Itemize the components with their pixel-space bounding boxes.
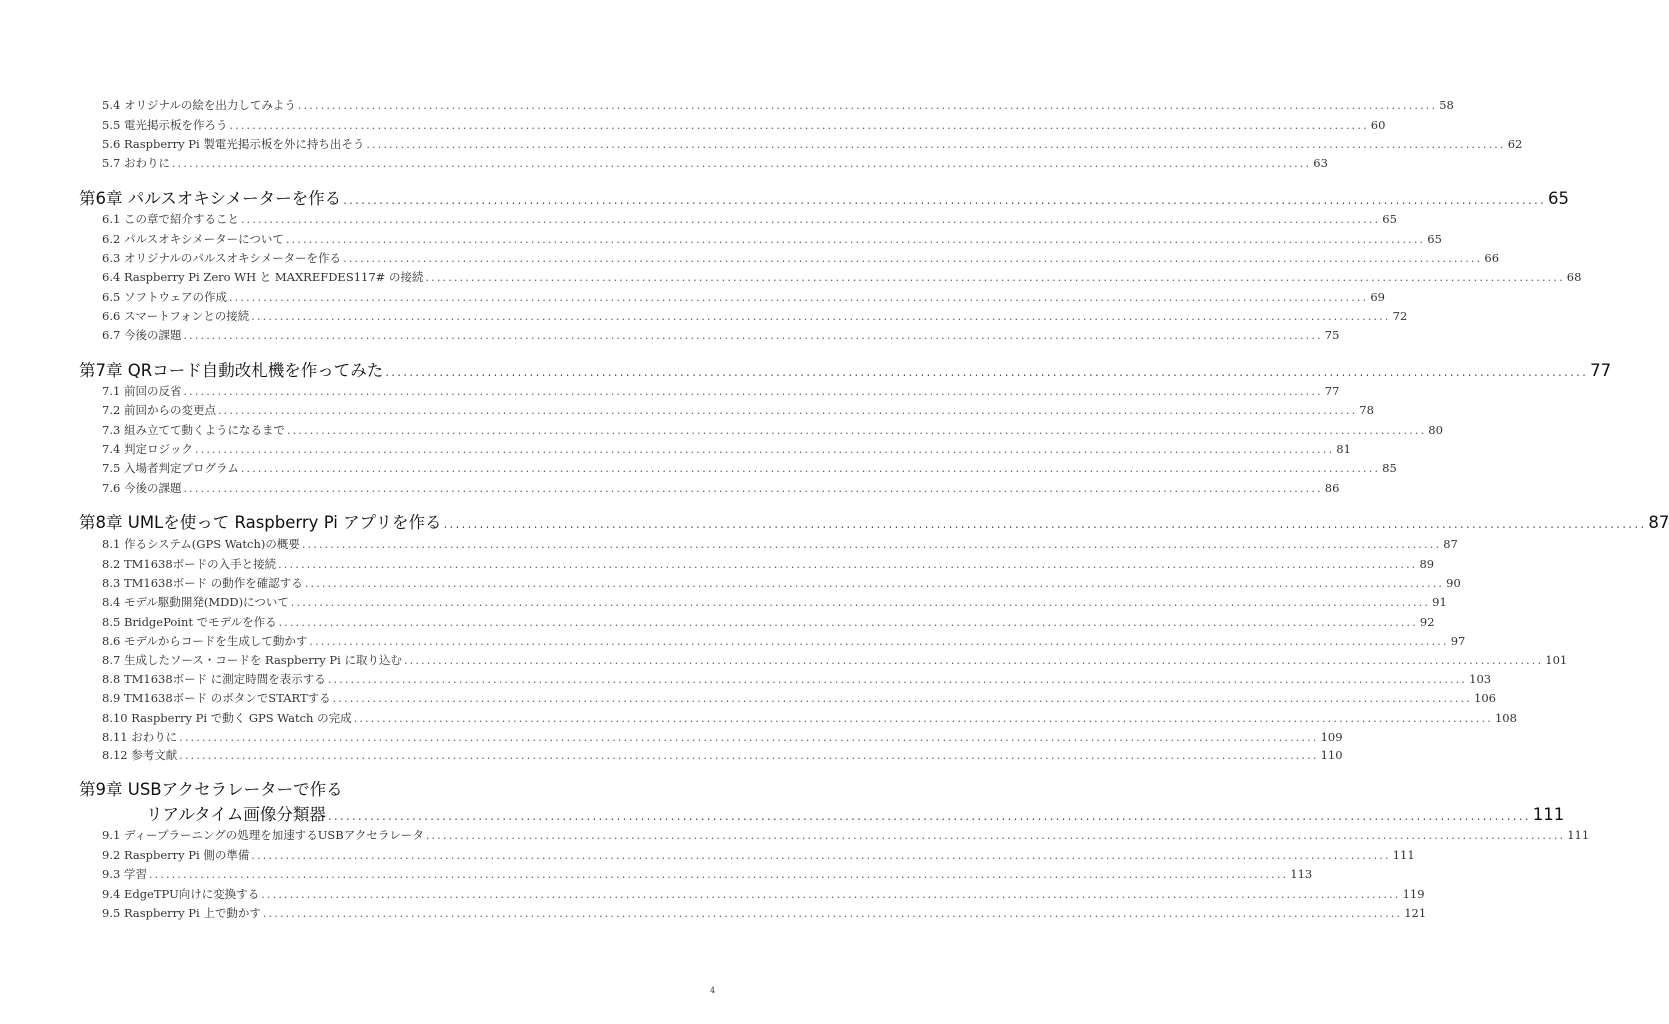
entry-page-number: 108 xyxy=(1494,711,1517,725)
leader-dots: ........................................................................................................................................................................................................ xyxy=(332,692,1472,705)
toc-section-entry[interactable] xyxy=(102,593,1447,611)
toc-section-entry[interactable] xyxy=(102,865,1313,883)
entry-page-number: 103 xyxy=(1469,672,1492,686)
leader-dots: ........................................................................................................................................................................................................ xyxy=(297,99,1438,112)
toc-section-entry[interactable] xyxy=(102,116,1386,134)
entry-title: 第9章 USBアクセラレーターで作る xyxy=(79,780,343,799)
entry-page-number: 101 xyxy=(1545,653,1568,667)
toc-section-entry[interactable] xyxy=(102,632,1466,650)
toc-chapter-entry[interactable] xyxy=(79,187,1569,211)
entry-title: 6.7 今後の課題 xyxy=(102,328,182,342)
entry-page-number: 58 xyxy=(1439,98,1454,112)
toc-section-entry[interactable] xyxy=(102,613,1435,631)
toc-chapter-entry[interactable] xyxy=(79,778,604,802)
leader-dots: ........................................................................................................................................................................................................ xyxy=(425,829,1566,842)
entry-title: 6.5 ソフトウェアの作成 xyxy=(102,290,227,304)
entry-page-number: 72 xyxy=(1392,309,1408,323)
entry-title: 第6章 パルスオキシメーターを作る xyxy=(79,189,342,208)
page-number: 4 xyxy=(710,986,716,995)
toc-section-entry[interactable] xyxy=(102,479,1340,497)
entry-page-number: 65 xyxy=(1382,212,1397,226)
entry-page-number: 87 xyxy=(1648,513,1669,532)
entry-page-number: 60 xyxy=(1370,118,1386,132)
leader-dots: ........................................................................................................................................................................................................ xyxy=(343,252,1483,265)
leader-dots: ........................................................................................................................................................................................................ xyxy=(385,365,1589,379)
entry-title: 第8章 UMLを使って Raspberry Pi アプリを作る xyxy=(79,513,442,532)
toc-section-entry[interactable] xyxy=(102,421,1443,439)
entry-page-number: 119 xyxy=(1402,887,1425,901)
entry-title: 8.9 TM1638ボード のボタンでSTARTする xyxy=(102,691,331,705)
toc-section-entry[interactable] xyxy=(102,689,1496,707)
entry-title: 6.6 スマートフォンとの接続 xyxy=(102,309,250,323)
entry-title: 8.4 モデル駆動開発(MDD)について xyxy=(102,595,289,609)
leader-dots: ........................................................................................................................................................................................................ xyxy=(179,749,1319,762)
leader-dots: ........................................................................................................................................................................................................ xyxy=(366,138,1506,151)
entry-title: 9.4 EdgeTPU向けに変換する xyxy=(102,887,260,901)
entry-title: 8.11 おわりに xyxy=(102,730,178,744)
entry-page-number: 113 xyxy=(1290,867,1313,881)
toc-section-entry[interactable] xyxy=(102,826,1590,844)
entry-page-number: 69 xyxy=(1370,290,1385,304)
entry-title: 9.1 ディープラーニングの処理を加速するUSBアクセラレータ xyxy=(102,828,424,842)
toc-section-entry[interactable] xyxy=(102,459,1397,477)
entry-page-number: 77 xyxy=(1324,384,1340,398)
leader-dots: ........................................................................................................................................................................................................ xyxy=(443,517,1647,531)
entry-page-number: 111 xyxy=(1532,805,1565,824)
toc-chapter-entry[interactable] xyxy=(79,511,1669,535)
entry-title: 9.2 Raspberry Pi 側の準備 xyxy=(102,848,250,862)
entry-title: 6.2 パルスオキシメーターについて xyxy=(102,232,284,246)
leader-dots: ........................................................................................................................................................................................................ xyxy=(304,577,1445,590)
leader-dots: ........................................................................................................................................................................................................ xyxy=(327,673,1468,686)
entry-title: 8.5 BridgePoint でモデルを作る xyxy=(102,615,277,629)
entry-title: 5.5 電光掲示板を作ろう xyxy=(102,118,228,132)
entry-title: 8.8 TM1638ボード に測定時間を表示する xyxy=(102,672,326,686)
leader-dots: ........................................................................................................................................................................................................ xyxy=(353,712,1493,725)
entry-page-number: 78 xyxy=(1359,403,1374,417)
leader-dots: ........................................................................................................................................................................................................ xyxy=(217,404,1358,417)
entry-title: リアルタイム画像分類器 xyxy=(146,805,326,824)
leader-dots: ........................................................................................................................................................................................................ xyxy=(285,233,1426,246)
toc-section-entry[interactable] xyxy=(102,651,1568,669)
toc-section-entry[interactable] xyxy=(102,135,1523,153)
leader-dots: ........................................................................................................................................................................................................ xyxy=(148,868,1289,881)
entry-title: 7.5 入場者判定プログラム xyxy=(102,461,239,475)
toc-section-entry[interactable] xyxy=(102,96,1454,114)
toc-section-entry[interactable] xyxy=(102,288,1385,306)
leader-dots: ........................................................................................................................................................................................................ xyxy=(278,616,1418,629)
entry-page-number: 111 xyxy=(1567,828,1590,842)
entry-title: 8.7 生成したソース・コードを Raspberry Pi に取り込む xyxy=(102,653,402,667)
toc-section-entry[interactable] xyxy=(102,210,1397,228)
leader-dots: ........................................................................................................................................................................................................ xyxy=(171,157,1312,170)
entry-title: 8.1 作るシステム(GPS Watch)の概要 xyxy=(102,537,300,551)
entry-page-number: 65 xyxy=(1547,189,1569,208)
toc-section-entry[interactable] xyxy=(102,326,1340,344)
toc-section-entry[interactable] xyxy=(102,307,1408,325)
entry-title: 7.4 判定ロジック xyxy=(102,442,193,456)
leader-dots: ........................................................................................................................................................................................................ xyxy=(183,385,1323,398)
entry-page-number: 86 xyxy=(1324,481,1340,495)
leader-dots: ........................................................................................................................................................................................................ xyxy=(194,443,1335,456)
toc-section-entry[interactable] xyxy=(102,382,1340,400)
entry-page-number: 110 xyxy=(1320,748,1343,762)
leader-dots: ........................................................................................................................................................................................................ xyxy=(327,809,1531,823)
entry-page-number: 75 xyxy=(1324,328,1340,342)
entry-title: 6.3 オリジナルのパルスオキシメーターを作る xyxy=(102,251,342,265)
leader-dots: ........................................................................................................................................................................................................ xyxy=(240,462,1381,475)
toc-section-entry[interactable] xyxy=(102,535,1458,553)
entry-title: 7.6 今後の課題 xyxy=(102,481,182,495)
entry-page-number: 80 xyxy=(1428,423,1443,437)
entry-page-number: 87 xyxy=(1443,537,1458,551)
entry-page-number: 68 xyxy=(1566,270,1582,284)
entry-page-number: 111 xyxy=(1392,848,1415,862)
leader-dots: ........................................................................................................................................................................................................ xyxy=(228,291,1369,304)
leader-dots: ........................................................................................................................................................................................................ xyxy=(251,310,1391,323)
toc-chapter-entry[interactable] xyxy=(146,803,1565,827)
toc-section-entry[interactable] xyxy=(102,154,1328,172)
leader-dots: ........................................................................................................................................................................................................ xyxy=(343,193,1546,207)
entry-page-number: 97 xyxy=(1450,634,1466,648)
entry-title: 9.3 学習 xyxy=(102,867,147,881)
entry-page-number: 65 xyxy=(1427,232,1442,246)
leader-dots: ........................................................................................................................................................................................................ xyxy=(278,558,1418,571)
entry-title: 8.10 Raspberry Pi で動く GPS Watch の完成 xyxy=(102,711,352,725)
entry-title: 6.1 この章で紹介すること xyxy=(102,212,239,226)
entry-page-number: 106 xyxy=(1474,691,1496,705)
entry-page-number: 77 xyxy=(1590,361,1612,380)
toc-chapter-entry[interactable] xyxy=(79,359,1612,383)
leader-dots: ........................................................................................................................................................................................................ xyxy=(301,538,1442,551)
toc-section-entry[interactable] xyxy=(102,249,1500,267)
entry-title: 7.1 前回の反省 xyxy=(102,384,182,398)
toc-section-entry[interactable] xyxy=(102,885,1425,903)
leader-dots: ........................................................................................................................................................................................................ xyxy=(309,635,1449,648)
toc-section-entry[interactable] xyxy=(102,555,1435,573)
entry-title: 8.2 TM1638ボードの入手と接続 xyxy=(102,557,277,571)
leader-dots: ........................................................................................................................................................................................................ xyxy=(183,482,1323,495)
entry-title: 7.3 組み立てて動くようになるまで xyxy=(102,423,285,437)
leader-dots: ........................................................................................................................................................................................................ xyxy=(179,731,1319,744)
toc-section-entry[interactable] xyxy=(102,574,1461,592)
toc-section-entry[interactable] xyxy=(102,440,1351,458)
leader-dots: ........................................................................................................................................................................................................ xyxy=(425,271,1565,284)
entry-page-number: 90 xyxy=(1446,576,1461,590)
entry-title: 5.6 Raspberry Pi 製電光掲示板を外に持ち出そう xyxy=(102,137,365,151)
entry-title: 第7章 QRコード自動改札機を作ってみた xyxy=(79,361,384,380)
entry-title: 8.3 TM1638ボード の動作を確認する xyxy=(102,576,303,590)
toc-section-entry[interactable] xyxy=(102,230,1442,248)
entry-page-number: 91 xyxy=(1432,595,1447,609)
entry-page-number: 89 xyxy=(1419,557,1435,571)
leader-dots: ........................................................................................................................................................................................................ xyxy=(229,119,1369,132)
entry-page-number: 63 xyxy=(1313,156,1328,170)
entry-page-number: 109 xyxy=(1320,730,1343,744)
entry-title: 5.4 オリジナルの絵を出力してみよう xyxy=(102,98,296,112)
toc-section-entry[interactable] xyxy=(102,268,1582,286)
toc-section-entry[interactable] xyxy=(102,670,1492,688)
leader-dots: ........................................................................................................................................................................................................ xyxy=(261,888,1401,901)
entry-title: 8.6 モデルからコードを生成して動かす xyxy=(102,634,308,648)
entry-page-number: 66 xyxy=(1484,251,1500,265)
toc-section-entry[interactable] xyxy=(102,904,1427,922)
entry-page-number: 92 xyxy=(1419,615,1435,629)
leader-dots: ........................................................................................................................................................................................................ xyxy=(251,849,1391,862)
leader-dots: ........................................................................................................................................................................................................ xyxy=(286,424,1427,437)
entry-page-number: 81 xyxy=(1336,442,1351,456)
leader-dots: ........................................................................................................................................................................................................ xyxy=(262,907,1403,920)
entry-title: 6.4 Raspberry Pi Zero WH と MAXREFDES117# の接続 xyxy=(102,270,424,284)
toc-section-entry[interactable] xyxy=(102,728,1343,746)
leader-dots: ........................................................................................................................................................................................................ xyxy=(403,654,1544,667)
toc-section-entry[interactable] xyxy=(102,846,1415,864)
toc-section-entry[interactable] xyxy=(102,401,1374,419)
entry-title: 8.12 参考文献 xyxy=(102,748,178,762)
toc-section-entry[interactable] xyxy=(102,746,1343,764)
entry-page-number: 62 xyxy=(1507,137,1523,151)
entry-page-number: 85 xyxy=(1382,461,1397,475)
entry-page-number: 121 xyxy=(1404,906,1427,920)
entry-title: 7.2 前回からの変更点 xyxy=(102,403,216,417)
entry-title: 9.5 Raspberry Pi 上で動かす xyxy=(102,906,261,920)
toc-section-entry[interactable] xyxy=(102,709,1517,727)
leader-dots: ........................................................................................................................................................................................................ xyxy=(183,329,1323,342)
leader-dots: ........................................................................................................................................................................................................ xyxy=(240,213,1381,226)
entry-title: 5.7 おわりに xyxy=(102,156,170,170)
leader-dots: ........................................................................................................................................................................................................ xyxy=(290,596,1431,609)
